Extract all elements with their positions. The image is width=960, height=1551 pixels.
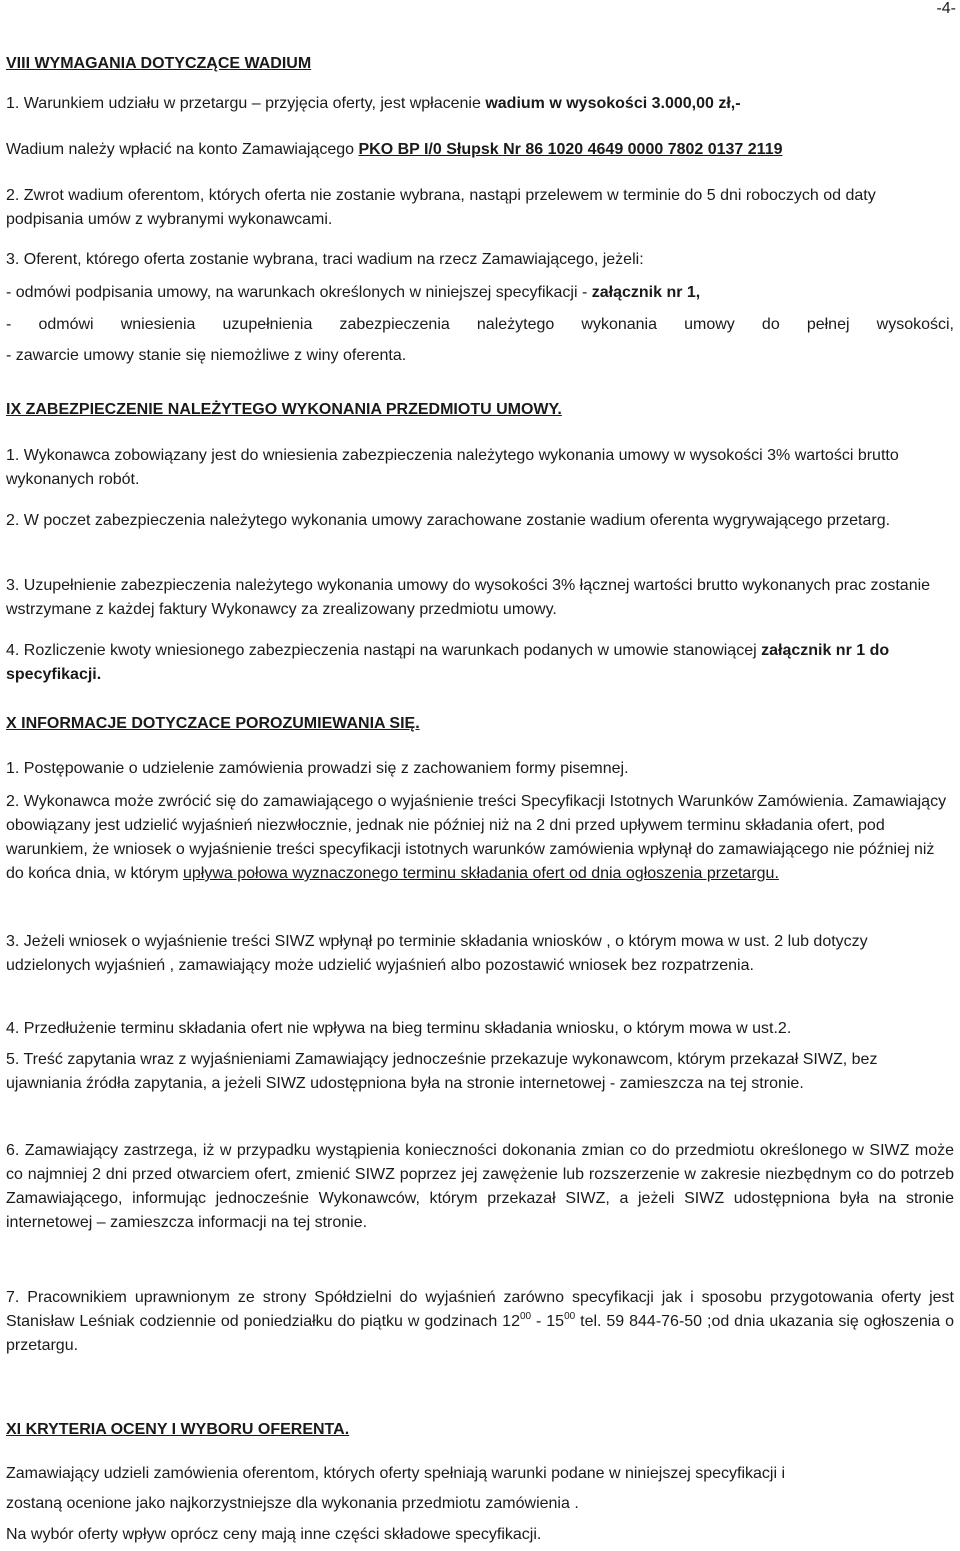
paragraph: 3. Uzupełnienie zabezpieczenia należytego wykonania umowy do wysokości 3% łącznej wartości brutto wykonanych prac zostanie wstrzymane z każdej faktury Wykonawcy za zrealizowany przedmiotu umowy. <box>6 577 931 618</box>
paragraph: Zamawiający udzieli zamówienia oferentom, których oferty spełniają warunki podane w niniejszej specyfikacji i <box>6 1465 786 1482</box>
paragraph: 6. Zamawiający zastrzega, iż w przypadku wystąpienia konieczności dokonania zmian co do przedmiotu określonego w SIWZ może co najmniej 2 dni przed otwarciem ofert, zmienić SIWZ poprzez jej zawężenie lub rozszerzenie w zakresie niezbędnym co do potrzeb Zamawiającego, informując jednocześnie Wykonawców, którym przekazał SIWZ, a jeżeli SIWZ udostępniona była na stronie internetowej – zamieszcza informacji na tej stronie. <box>6 1142 954 1231</box>
text-span: - odmówi podpisania umowy, na warunkach określonych w niniejszej specyfikacji - <box>6 284 592 301</box>
paragraph: 4. Przedłużenie terminu składania ofert nie wpływa na bieg terminu składania wniosku, o którym mowa w ust.2. <box>6 1020 792 1037</box>
list-item <box>6 281 954 305</box>
section-heading-porozumiewanie: X INFORMACJE DOTYCZACE POROZUMIEWANIA SIĘ. <box>6 715 420 732</box>
superscript: 00 <box>564 1311 576 1322</box>
page-number: -4- <box>936 0 956 17</box>
paragraph: 2. W poczet zabezpieczenia należytego wykonania umowy zarachowane zostanie wadium oferenta wygrywającego przetarg. <box>6 512 891 529</box>
paragraph: 2. Zwrot wadium oferentom, których oferta nie zostanie wybrana, nastąpi przelewem w terminie do 5 dni roboczych od daty podpisania umów z wybranymi wykonawcami. <box>6 187 876 228</box>
paragraph: 1. Postępowanie o udzielenie zamówienia prowadzi się z zachowaniem formy pisemnej. <box>6 760 629 777</box>
paragraph: 5. Treść zapytania wraz z wyjaśnieniami Zamawiający jednocześnie przekazuje wykonawcom, którym przekazał SIWZ, bez ujawniania źródła zapytania, a jeżeli SIWZ udostępniona była na stronie internetowej - zamieszcza na tej stronie. <box>6 1051 878 1092</box>
paragraph <box>6 790 954 886</box>
text-span: 4. Rozliczenie kwoty wniesionego zabezpieczenia nastąpi na warunkach podanych w umowie stanowiącej <box>6 642 762 659</box>
section-heading-kryteria: XI KRYTERIA OCENY I WYBORU OFERENTA. <box>6 1421 350 1438</box>
paragraph: 1. Wykonawca zobowiązany jest do wniesienia zabezpieczenia należytego wykonania umowy w wysokości 3% wartości brutto wykonanych robót. <box>6 447 899 488</box>
text-span: tel. 59 844-76-50 ;od dnia ukazania się ogłoszenia o przetargu. <box>6 1313 955 1354</box>
paragraph: Na wybór oferty wpływ oprócz ceny mają inne części składowe specyfikacji. <box>6 1526 542 1543</box>
bold-text: załącznik nr 1, <box>591 284 701 301</box>
paragraph <box>6 639 954 687</box>
paragraph <box>6 138 954 162</box>
text-span: 2. Wykonawca może zwrócić się do zamawiającego o wyjaśnienie treści Specyfikacji Istotnych Warunków Zamówienia. Zamawiający obowiązany jest udzielić wyjaśnień niezwłocznie, jednak nie później niż na 2 dni przed upływem terminu składania ofert, pod warunkiem, że wniosek o wyjaśnienie treści specyfikacji istotnych warunków zamówienia wpłynął do zamawiającego nie później niż do końca dnia, w którym <box>6 793 947 882</box>
text-span: - 15 <box>531 1313 565 1330</box>
bank-account: PKO BP I/0 Słupsk Nr 86 1020 4649 0000 7802 0137 2119 <box>358 141 783 158</box>
superscript: 00 <box>519 1311 532 1322</box>
text-span: Wadium należy wpłacić na konto Zamawiającego <box>6 141 359 158</box>
bold-text: wadium w wysokości 3.000,00 zł,- <box>485 95 741 112</box>
underlined-text: upływa połowa wyznaczonego terminu składania ofert od dnia ogłoszenia przetargu. <box>182 865 779 882</box>
list-item: - odmówi wniesienia uzupełnienia zabezpieczenia należytego wykonania umowy do pełnej wysokości, <box>6 316 954 333</box>
bold-text: załącznik nr 1 do specyfikacji. <box>6 642 890 683</box>
section-heading-wadium: VIII WYMAGANIA DOTYCZĄCE WADIUM <box>6 55 312 72</box>
text-span: 1. Warunkiem udziału w przetargu – przyjęcia oferty, jest wpłacenie <box>6 95 486 112</box>
paragraph: zostaną ocenione jako najkorzystniejsze dla wykonania przedmiotu zamówienia . <box>6 1495 579 1512</box>
paragraph <box>6 92 954 116</box>
list-item: - zawarcie umowy stanie się niemożliwe z winy oferenta. <box>6 347 407 364</box>
paragraph: 3. Oferent, którego oferta zostanie wybrana, traci wadium na rzecz Zamawiającego, jeżeli: <box>6 251 644 268</box>
paragraph <box>6 1286 954 1358</box>
section-heading-zabezpieczenie: IX ZABEZPIECZENIE NALEŻYTEGO WYKONANIA PRZEDMIOTU UMOWY. <box>6 401 562 418</box>
paragraph: 3. Jeżeli wniosek o wyjaśnienie treści SIWZ wpłynął po terminie składania wniosków , o którym mowa w ust. 2 lub dotyczy udzielonych wyjaśnień , zamawiający może udzielić wyjaśnień albo pozostawić wniosek bez rozpatrzenia. <box>6 933 868 974</box>
text-span: 7. Pracownikiem uprawnionym ze strony Spółdzielni do wyjaśnień zarówno specyfikacji jak i sposobu przygotowania oferty jest Stanisław Leśniak codziennie od poniedziałku do piątku w godzinach 12 <box>6 1289 954 1330</box>
